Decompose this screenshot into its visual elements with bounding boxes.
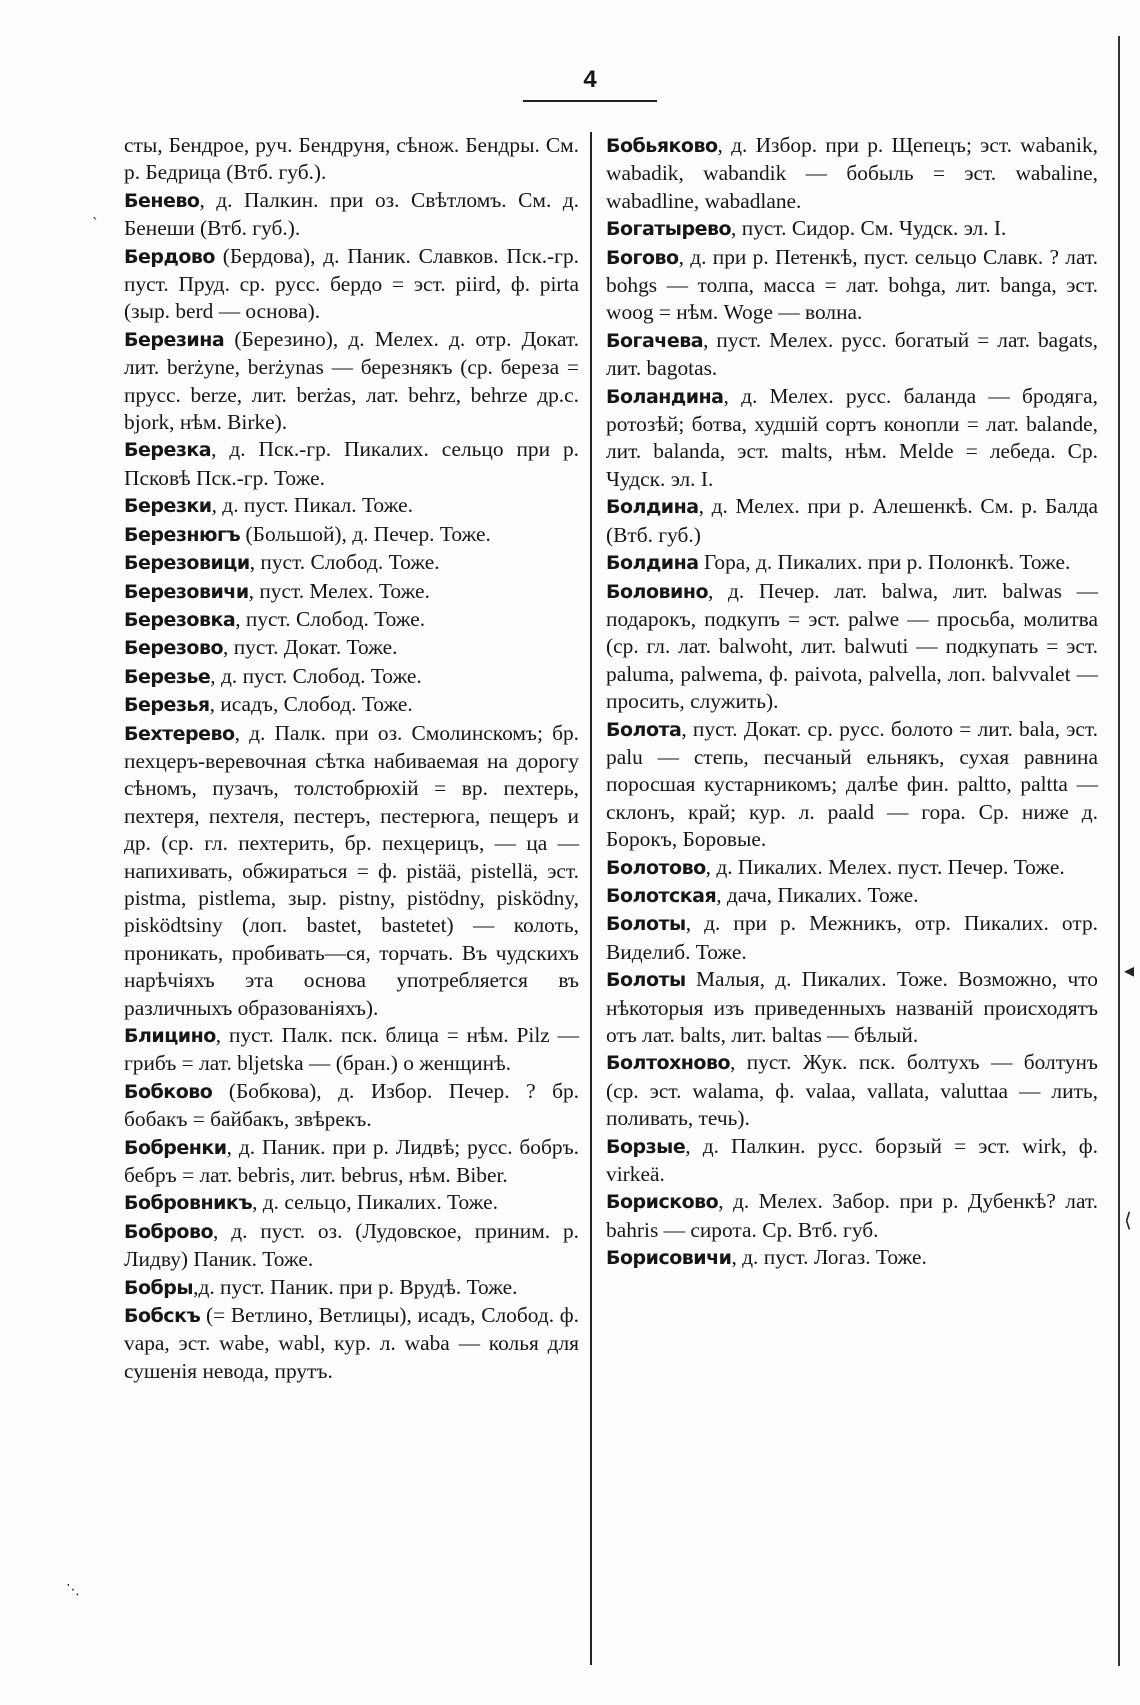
dictionary-entry (124, 606, 579, 634)
entry-text: , пуст. Докат. ср. русс. болото = лит. bala, эст. palu — степь, песчаный ельнякъ, сухая равнина поросшая кустарникомъ; далѣе фин. paltto, paltta — склонъ, край; кур. л. paald — гора. Ср. ниже д. Борокъ, Боровые. (606, 716, 1098, 852)
entry-text: Малыя, д. Пикалих. Тоже. Возможно, что нѣкоторыя изъ приведенныхъ названій происходятъ отъ лат. balts, лит. baltas — бѣлый. (606, 967, 1098, 1047)
entry-headword: Борзые (606, 1135, 686, 1158)
dictionary-entry: сты, Бендрое, руч. Бендруня, сѣнож. Бендры. См. р. Бедрица (Втб. губ.). (124, 133, 579, 185)
dictionary-entry (124, 549, 579, 577)
entry-headword: Болотская (606, 884, 717, 907)
entry-headword: Бобково (124, 1080, 213, 1103)
entry-text: , пуст. Слобод. Тоже. (235, 606, 426, 631)
entry-text: , д. Палкин. русс. борзый = эст. wirk, ф. virkeä. (606, 1133, 1098, 1187)
dictionary-entry (606, 854, 1098, 882)
dictionary-entry (124, 492, 579, 520)
dictionary-entry (124, 1218, 579, 1274)
dictionary-entry (124, 1274, 579, 1302)
dictionary-entry (606, 244, 1098, 327)
dictionary-entry (124, 1134, 579, 1190)
entry-text: (Бобкова), д. Избор. Печер. ? бр. бобакъ = байбакъ, звѣрекъ. (124, 1078, 579, 1132)
dictionary-entry (606, 1133, 1098, 1189)
entry-headword: Блицино (124, 1025, 216, 1047)
entry-headword: Бобренки (124, 1136, 227, 1159)
entry-text: (Большой), д. Печер. Тоже. (240, 521, 491, 546)
entry-headword: Березья (124, 694, 210, 717)
entry-text: , д. Избор. при р. Щепецъ; эст. wabanik, wabadik, wabandik — бобыль = эст. wabaline, wabadline, wabadlane. (606, 133, 1098, 213)
dictionary-entry (124, 521, 579, 549)
entry-text: , д. сельцо, Пикалих. Тоже. (252, 1190, 499, 1215)
entry-text: , д. Паник. при р. Лидвѣ; русс. бобръ. бебръ = лат. bebris, лит. bebrus, нѣм. Biber. (124, 1134, 579, 1188)
dictionary-entry (606, 716, 1098, 854)
page-edge-line (1118, 36, 1120, 1666)
entry-text: , д. Мелех. русс. баланда — бродяга, ротозѣй; ботва, худшій сортъ конопли = лат. balande, лит. balanda, эст. malts, нѣм. Melde = лебеда. Ср. Чудск. эл. I. (606, 383, 1098, 491)
entry-text: , д. Мелех. Забор. при р. Дубенкѣ? лат. bahris — сирота. Ср. Втб. губ. (606, 1189, 1098, 1242)
entry-text: , д. при р. Петенкѣ, пуст. сельцо Славк. ? лат. bohgs — толпа, масса = лат. bohga, лит. banga, эст. woog = нѣм. Woge — волна. (606, 244, 1098, 325)
entry-headword: Боландина (606, 385, 724, 408)
entry-text: , дача, Пикалих. Тоже. (716, 882, 919, 907)
entry-text: , д. Пск.-гр. Пикалих. сельцо при р. Псковѣ Пск.-гр. Тоже. (124, 437, 579, 490)
margin-mark-icon: ⟨ (1124, 1208, 1132, 1232)
entry-headword: Богово (606, 246, 679, 269)
entry-headword: Боловино (606, 580, 709, 603)
right-column (606, 132, 1098, 1273)
entry-headword: Бобры (124, 1276, 194, 1299)
entry-headword: Богатырево (606, 218, 732, 241)
entry-headword: Болдина (606, 552, 699, 575)
dictionary-entry (606, 1188, 1098, 1244)
dictionary-entry (124, 691, 579, 719)
entry-headword: Болтохново (606, 1052, 731, 1075)
entry-headword: Борисково (606, 1191, 719, 1214)
entry-text: , пуст. Палк. пск. блица = нѣм. Pilz — грибъ = лат. bljetska — (бран.) о женщинѣ. (124, 1023, 579, 1076)
entry-headword: Березки (124, 495, 212, 518)
entry-headword: Боброво (124, 1220, 214, 1243)
entry-headword: Березово (124, 637, 224, 660)
dictionary-entry (124, 243, 579, 326)
entry-text: , пуст. Слобод. Тоже. (249, 550, 440, 575)
dictionary-entry (124, 634, 579, 662)
dictionary-entry (606, 215, 1098, 243)
entry-headword: Березнюгъ (124, 523, 241, 546)
margin-mark-icon: ◂ (1124, 958, 1135, 982)
dictionary-entry (124, 578, 579, 606)
entry-headword: Березовици (124, 552, 250, 575)
entry-headword: Борисовичи (606, 1247, 732, 1270)
entry-headword: Бобскъ (124, 1305, 201, 1328)
entry-headword: Болота (606, 718, 682, 741)
entry-text: (= Ветлино, Ветлицы), исадъ, Слобод. ф. vapa, эст. wabe, wabl, кур. л. waba — колья для сушенія невода, прутъ. (124, 1303, 579, 1383)
header-rule (523, 100, 657, 102)
dictionary-entry (606, 578, 1098, 716)
entry-text: , пуст. Сидор. См. Чудск. эл. I. (731, 216, 1007, 241)
entry-text: , исадъ, Слобод. Тоже. (209, 692, 413, 717)
dictionary-entry (606, 966, 1098, 1049)
entry-headword: Бехтерево (124, 722, 235, 745)
dictionary-entry (124, 187, 579, 243)
entry-headword: Болдина (606, 496, 699, 519)
entry-text: , д. пуст. Логаз. Тоже. (731, 1245, 927, 1270)
entry-text: , пуст. Мелех. русс. богатый = лат. bagats, лит. bagotas. (606, 327, 1098, 381)
entry-text: , д. Мелех. при р. Алешенкѣ. См. р. Балда (Втб. губ.) (606, 494, 1098, 547)
entry-text: , д. пуст. Пикал. Тоже. (211, 493, 413, 518)
entry-headword: Бердово (124, 245, 215, 268)
entry-headword: Березовка (124, 608, 236, 631)
entry-text: ,д. пуст. Паник. при р. Врудѣ. Тоже. (193, 1274, 518, 1299)
dictionary-entry (606, 132, 1098, 215)
dictionary-entry (606, 1244, 1098, 1272)
entry-headword: Березина (124, 328, 225, 351)
entry-headword: Березье (124, 665, 211, 688)
entry-headword: Березовичи (124, 580, 249, 603)
dictionary-entry (124, 1022, 579, 1078)
dictionary-entry (606, 493, 1098, 549)
corner-mark-icon: ⋱ (66, 1582, 80, 1598)
entry-headword: Болотово (606, 856, 706, 879)
entry-headword: Болоты (606, 913, 686, 936)
entry-text: , пуст. Жук. пск. болтухъ — болтунъ (ср. эст. walama, ф. valaa, vallata, valuttaa — лить, поливать, течь). (606, 1050, 1098, 1131)
entry-text: , д. Палкин. при оз. Свѣтломъ. См. д. Бенеши (Втб. губ.). (124, 187, 579, 241)
entry-headword: Богачева (606, 329, 704, 352)
entry-text: , д. при р. Межникъ, отр. Пикалих. отр. Виделиб. Тоже. (606, 911, 1098, 964)
entry-text: , д. Печер. лат. balwa, лит. balwas — подарокъ, подкупъ = эст. palwe — просьба, молитва (ср. гл. лат. balwoht, лит. balwuti — подкупать = эст. paluma, palwema, ф. paivota, palvella, лоп. balvvalet — просить, служить). (606, 578, 1098, 714)
page-number: 4 (583, 66, 597, 93)
entry-text: , д. Пикалих. Мелех. пуст. Печер. Тоже. (705, 854, 1065, 879)
entry-headword: Бобровникъ (124, 1192, 253, 1215)
entry-headword: Болоты (606, 969, 686, 992)
dictionary-entry (606, 1049, 1098, 1132)
entry-text: Гора, д. Пикалих. при р. Полонкѣ. Тоже. (698, 550, 1071, 575)
left-column (124, 132, 579, 1385)
dictionary-entry (606, 327, 1098, 383)
entry-headword: Бобьяково (606, 135, 718, 157)
dictionary-entry (124, 1302, 579, 1385)
entry-text: , д. пуст. оз. (Лудовское, приним. р. Лидву) Паник. Тоже. (124, 1218, 579, 1272)
entry-text: , пуст. Мелех. Тоже. (248, 578, 430, 603)
entry-headword: Березка (124, 439, 212, 462)
dictionary-entry (124, 1078, 579, 1134)
entry-text: (Бердова), д. Паник. Славков. Пск.-гр. пуст. Пруд. ср. русс. бердо = эст. piird, ф. pirta (зыр. berd — основа). (124, 243, 579, 324)
dictionary-entry (124, 720, 579, 1022)
entry-text: , пуст. Докат. Тоже. (223, 635, 398, 660)
margin-tick-icon: ˎ (92, 204, 99, 220)
entry-headword: Бенево (124, 189, 200, 212)
dictionary-entry (606, 882, 1098, 910)
dictionary-entry (124, 326, 579, 437)
entry-text: , д. Палк. при оз. Смолинскомъ; бр. пехцеръ-веревочная сѣтка набиваемая на дорогу сѣномъ, пузачъ, толстобрюхій = вр. пехтерь, пехтеря, пехтеля, пестеръ, пестерюга, пещеръ и др. (ср. гл. пехтерить, бр. пехцерицъ, — ца — напихивать, обжираться = ф. pistää, pistellä, эст. pistma, pistlema, зыр. pistny, pistödny, pisködny, pisködtsiny (лоп. bastet, bastetet) — колоть, проникать, пробивать—ся, торчать. Въ чудскихъ нарѣчіяхъ эта основа употребляется въ различныхъ образованіяхъ). (124, 720, 579, 1020)
dictionary-entry (124, 663, 579, 691)
dictionary-entry (606, 549, 1098, 577)
dictionary-entry (124, 436, 579, 492)
dictionary-entry (124, 1189, 579, 1217)
entry-text: , д. пуст. Слобод. Тоже. (210, 663, 422, 688)
dictionary-entry (606, 910, 1098, 966)
entry-text: (Березино), д. Мелех. д. отр. Докат. лит. berżyne, berżynas — березнякъ (ср. береза = прусс. berze, лит. berżas, лат. behrz, behrze др.с. bjork, нѣм. Birke). (124, 326, 579, 435)
dictionary-entry (606, 383, 1098, 494)
column-divider (590, 132, 592, 1665)
